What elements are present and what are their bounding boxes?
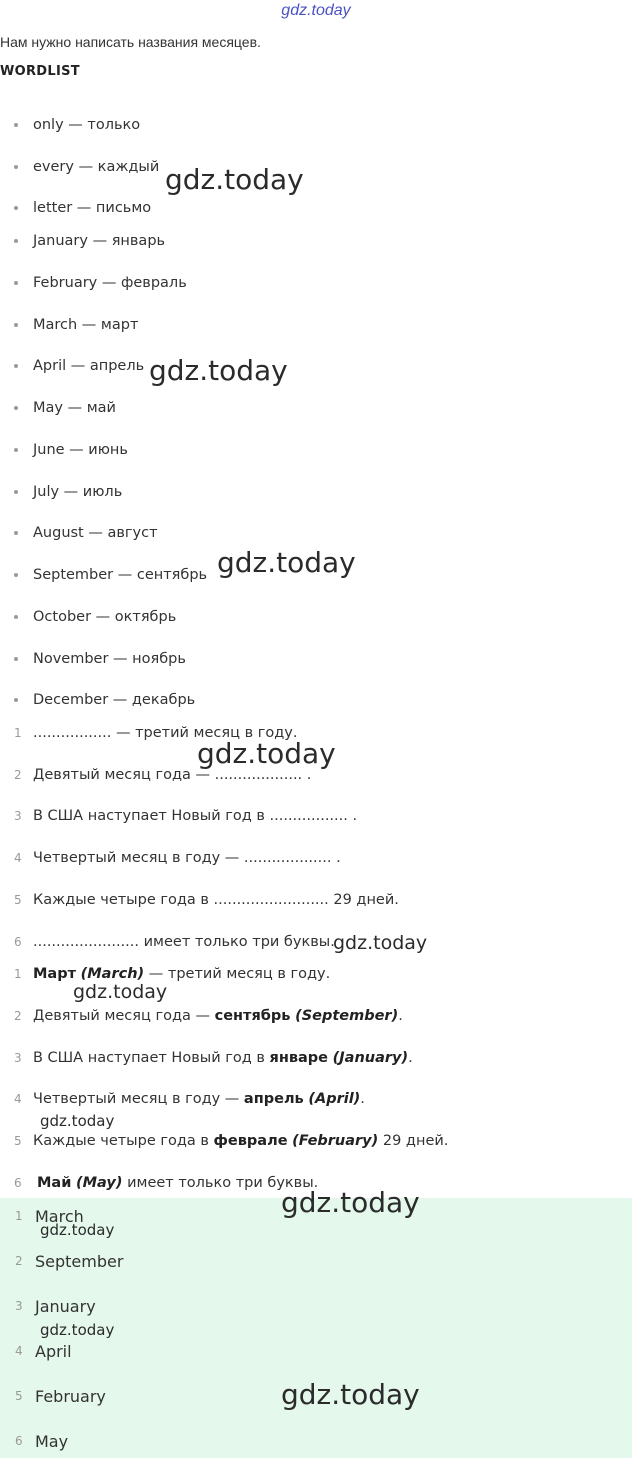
watermark: gdz.today (40, 1321, 115, 1339)
wordlist-heading: WORDLIST (0, 64, 80, 79)
bullet-icon (14, 698, 18, 702)
bullet-icon (14, 239, 18, 243)
bullet-icon (14, 123, 18, 127)
bullet-icon (14, 615, 18, 619)
bullet-icon (14, 165, 18, 169)
watermark: gdz.today (333, 932, 428, 954)
top-watermark: gdz.today (281, 2, 351, 19)
bullet-icon (14, 323, 18, 327)
watermark: gdz.today (281, 1186, 420, 1219)
intro-text: Нам нужно написать названия месяцев. (0, 34, 261, 50)
watermark: gdz.today (40, 1112, 115, 1130)
watermark: gdz.today (165, 163, 304, 196)
bullet-icon (14, 657, 18, 661)
bullet-icon (14, 281, 18, 285)
watermark: gdz.today (73, 981, 168, 1003)
watermark: gdz.today (197, 737, 336, 770)
watermark: gdz.today (217, 546, 356, 579)
bullet-icon (14, 531, 18, 535)
bullet-icon (14, 406, 18, 410)
watermark: gdz.today (40, 1221, 115, 1239)
watermark: gdz.today (149, 354, 288, 387)
bullet-icon (14, 448, 18, 452)
bullet-icon (14, 490, 18, 494)
bullet-icon (14, 364, 18, 368)
bullet-icon (14, 573, 18, 577)
bullet-icon (14, 206, 18, 210)
watermark: gdz.today (281, 1378, 420, 1411)
answer-panel: 1 March 2 September 3 January 4 April 5 February 6 May (0, 1198, 632, 1458)
